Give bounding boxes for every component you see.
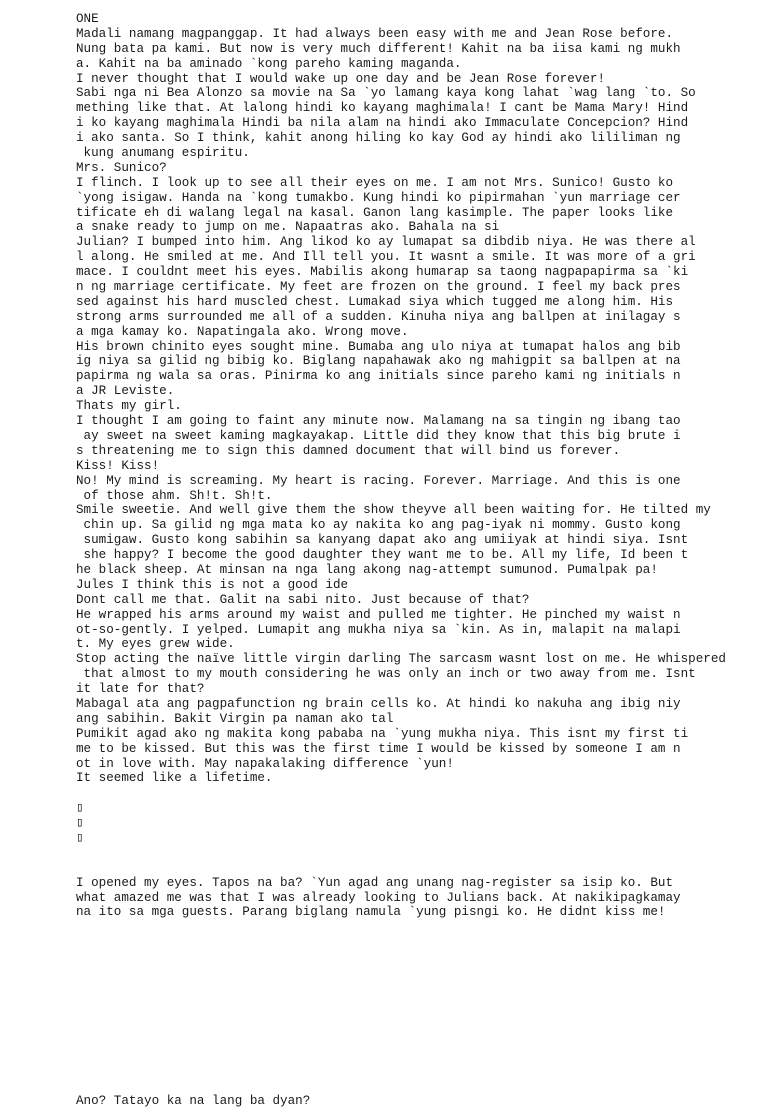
document-page [76, 12, 766, 1109]
text-line: I never thought that I would wake up one day and be Jean Rose forever! [76, 71, 606, 86]
text-line: I opened my eyes. Tapos na ba? `Yun agad ang unang nag-register sa isip ko. But [76, 875, 674, 890]
glyph-marker: ▯ [76, 830, 84, 845]
text-line: she happy? I become the good daughter they want me to be. All my life, Id been t [76, 548, 689, 563]
text-line: I thought I am going to faint any minute now. Malamang na sa tingin ng ibang tao [76, 414, 681, 429]
text-line: ang sabihin. Bakit Virgin pa naman ako tal [76, 711, 394, 726]
text-line: ay sweet na sweet kaming magkayakap. Little did they know that this big brute i [76, 428, 681, 443]
text-line: mething like that. At lalong hindi ko kayang maghimala! I cant be Mama Mary! Hind [76, 101, 689, 116]
glyph-marker: ▯ [76, 816, 84, 831]
text-line: Ano? Tatayo ka na lang ba dyan? [76, 1094, 311, 1109]
document-text-part-1 [76, 12, 766, 786]
text-line: i ko kayang maghimala Hindi ba nila alam na hindi ako Immaculate Concepcion? Hind [76, 116, 689, 131]
text-line: a snake ready to jump on me. Napaatras ako. Bahala na si [76, 220, 500, 235]
text-line: Pumikit agad ako ng makita kong pababa na `yung mukha niya. This isnt my first ti [76, 726, 689, 741]
document-text-part-2 [76, 876, 766, 921]
text-line: a JR Leviste. [76, 384, 175, 399]
text-line: mace. I couldnt meet his eyes. Mabilis akong humarap sa taong nagpapapirma sa `ki [76, 265, 689, 280]
text-line: Sabi nga ni Bea Alonzo sa movie na Sa `yo lamang kaya kong lahat `wag lang `to. So [76, 86, 696, 101]
text-line: na ito sa mga guests. Parang biglang namula `yung pisngi ko. He didnt kiss me! [76, 905, 666, 920]
text-line: Stop acting the naïve little virgin darling The sarcasm wasnt lost on me. He whispered [76, 652, 726, 667]
text-line: Jules I think this is not a good ide [76, 577, 349, 592]
text-line: a mga kamay ko. Napatingala ako. Wrong move. [76, 324, 409, 339]
text-line: i ako santa. So I think, kahit anong hiling ko kay God ay hindi ako lililiman ng [76, 131, 681, 146]
text-line: ONE [76, 12, 99, 26]
text-line: Kiss! Kiss! [76, 458, 160, 473]
text-line: of those ahm. Sh!t. Sh!t. [76, 488, 273, 503]
text-line: ot in love with. May napakalaking difference `yun! [76, 756, 454, 771]
text-line: that almost to my mouth considering he was only an inch or two away from me. Isnt [76, 667, 696, 682]
text-line: l along. He smiled at me. And Ill tell you. It wasnt a smile. It was more of a gri [76, 250, 696, 265]
text-line: kung anumang espiritu. [76, 146, 250, 161]
text-line: Madali namang magpanggap. It had always been easy with me and Jean Rose before. [76, 26, 674, 41]
text-line: It seemed like a lifetime. [76, 771, 273, 786]
text-line: `yong isigaw. Handa na `kong tumakbo. Kung hindi ko pipirmahan `yun marriage cer [76, 190, 681, 205]
text-line: Smile sweetie. And well give them the show theyve all been waiting for. He tilted my [76, 503, 711, 518]
text-line: sumigaw. Gusto kong sabihin sa kanyang dapat ako ang umiiyak at hindi siya. Isnt [76, 533, 689, 548]
text-line: tificate eh di walang legal na kasal. Ganon lang kasimple. The paper looks like [76, 205, 674, 220]
text-line: ot-so-gently. I yelped. Lumapit ang mukha niya sa `kin. As in, malapit na malapi [76, 622, 681, 637]
text-line: s threatening me to sign this damned document that will bind us forever. [76, 443, 621, 458]
text-line: he black sheep. At minsan na nga lang akong nag-attempt sumunod. Pumalpak pa! [76, 562, 658, 577]
text-line: ig niya sa gilid ng bibig ko. Biglang napahawak ako ng mahigpit sa ballpen at na [76, 354, 681, 369]
text-line: n ng marriage certificate. My feet are frozen on the ground. I feel my back pres [76, 280, 681, 295]
text-line: me to be kissed. But this was the first time I would be kissed by someone I am n [76, 741, 681, 756]
text-line: sed against his hard muscled chest. Lumakad siya which tugged me along him. His [76, 294, 674, 309]
text-line: Mabagal ata ang pagpafunction ng brain cells ko. At hindi ko nakuha ang ibig niy [76, 696, 681, 711]
text-line: Thats my girl. [76, 399, 182, 414]
text-line: No! My mind is screaming. My heart is racing. Forever. Marriage. And this is one [76, 473, 681, 488]
text-line: t. My eyes grew wide. [76, 637, 235, 652]
text-line: Julian? I bumped into him. Ang likod ko ay lumapat sa dibdib niya. He was there al [76, 235, 696, 250]
text-line: papirma ng wala sa oras. Pinirma ko ang initials since pareho kami ng initials n [76, 369, 681, 384]
text-line: I flinch. I look up to see all their eyes on me. I am not Mrs. Sunico! Gusto ko [76, 175, 674, 190]
text-line: His brown chinito eyes sought mine. Bumaba ang ulo niya at tumapat halos ang bib [76, 339, 681, 354]
glyph-marker: ▯ [76, 801, 84, 816]
text-line: He wrapped his arms around my waist and pulled me tighter. He pinched my waist n [76, 607, 681, 622]
text-line: a. Kahit na ba aminado `kong pareho kaming maganda. [76, 56, 462, 71]
text-line: Mrs. Sunico? [76, 160, 167, 175]
text-line: Dont call me that. Galit na sabi nito. Just because of that? [76, 592, 530, 607]
text-line: chin up. Sa gilid ng mga mata ko ay nakita ko ang pag-iyak ni mommy. Gusto kong [76, 518, 681, 533]
text-line: what amazed me was that I was already looking to Julians back. At nakikipagkamay [76, 890, 681, 905]
document-text-part-3 [76, 1094, 766, 1109]
text-line: it late for that? [76, 682, 205, 697]
text-line: Nung bata pa kami. But now is very much different! Kahit na ba iisa kami ng mukh [76, 41, 681, 56]
text-line: strong arms surrounded me all of a sudden. Kinuha niya ang ballpen at inilagay s [76, 309, 681, 324]
